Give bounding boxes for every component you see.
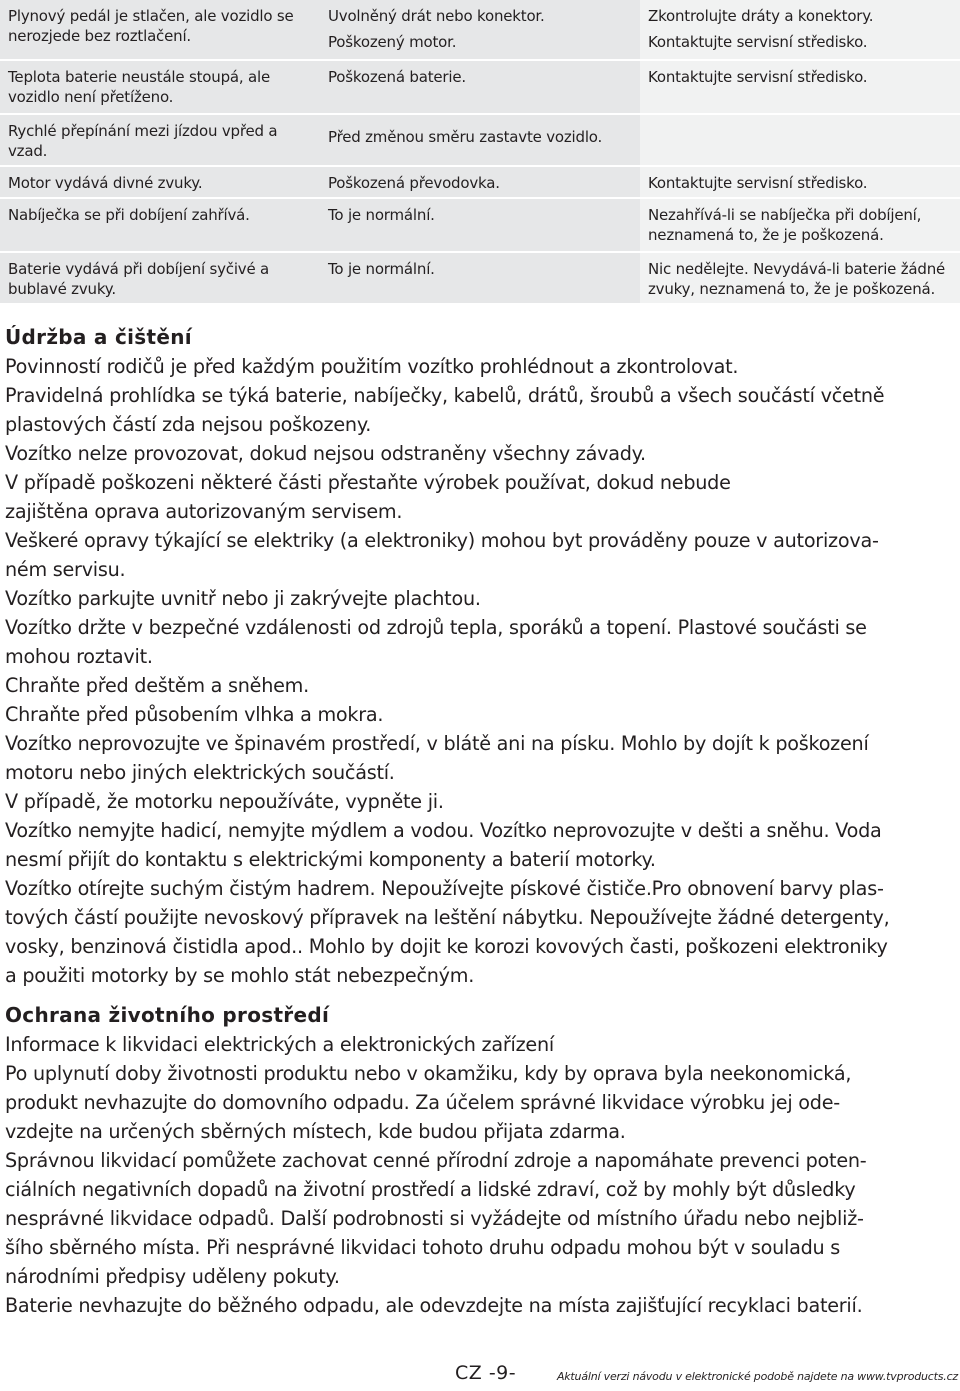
text-line: Povinností rodičů je před každým použitím vozítko prohlédnout a zkontrolovat. [5, 355, 739, 378]
text-line: Pravidelná prohlídka se týká baterie, nabíječky, kabelů, drátů, šroubů a všech součástí včetně [5, 384, 885, 407]
table-row [0, 252, 960, 304]
text-line: nesmí přijít do kontaktu s elektrickými komponenty a baterií motorky. [5, 848, 656, 871]
solution-cell [640, 166, 960, 198]
problem-cell [0, 114, 320, 166]
text-line: Informace k likvidaci elektrických a elektronických zařízení [5, 1033, 554, 1056]
solution-text: Kontaktujte servisní středisko. [648, 33, 868, 51]
text-line: ciálních negativních dopadů na životní prostředí a lidské zdraví, což by mohly být důsledky [5, 1178, 856, 1201]
troubleshooting-table [0, 0, 960, 305]
text-line: Správnou likvidací pomůžete zachovat cenné přírodní zdroje a napomáhate prevenci poten- [5, 1149, 867, 1172]
maintenance-paragraphs [5, 352, 955, 990]
problem-cell [0, 60, 320, 114]
table-row [0, 114, 960, 166]
solution-text: Kontaktujte servisní středisko. [648, 174, 868, 192]
problem-text: Rychlé přepínání mezi jízdou vpřed a [8, 122, 278, 140]
text-line: Vozítko parkujte uvnitř nebo ji zakrývejte plachtou. [5, 587, 481, 610]
text-line: tových částí použijte nevoskový přípravek na leštění nábytku. Nepoužívejte žádné detergenty, [5, 906, 890, 929]
text-line: Vozítko držte v bezpečné vzdálenosti od zdrojů tepla, sporáků a topení. Plastové součásti se [5, 616, 867, 639]
environment-heading: Ochrana životního prostředí [5, 1003, 330, 1027]
text-line: Chraňte před deštěm a sněhem. [5, 674, 309, 697]
problem-text: Baterie vydává při dobíjení syčivé a [8, 260, 270, 278]
solution-cell [640, 60, 960, 114]
cause-cell [320, 166, 640, 198]
problem-text: Teplota baterie neustále stoupá, ale [8, 68, 271, 86]
problem-text: vozidlo není přetíženo. [8, 88, 174, 106]
text-line: Veškeré opravy týkající se elektriky (a elektroniky) mohou byt prováděny pouze v autorizova- [5, 529, 879, 552]
text-line: ném servisu. [5, 558, 126, 581]
problem-cell [0, 252, 320, 304]
environment-section [5, 1000, 955, 1320]
environment-paragraphs [5, 1030, 955, 1320]
text-line: mohou roztavit. [5, 645, 153, 668]
cause-cell [320, 114, 640, 166]
problem-text: Plynový pedál je stlačen, ale vozidlo se [8, 7, 294, 25]
text-line: V případě poškozeni některé části přestaňte výrobek používat, dokud nebude [5, 471, 731, 494]
text-line: V případě, že motorku nepoužíváte, vypněte ji. [5, 790, 444, 813]
text-line: Chraňte před působením vlhka a mokra. [5, 703, 384, 726]
solution-text: Nic nedělejte. Nevydává-li baterie žádné [648, 260, 946, 278]
maintenance-section [5, 322, 955, 990]
text-line: zajištěna oprava autorizovaným servisem. [5, 500, 403, 523]
text-line: nesprávné likvidace odpadů. Další podrobnosti si vyžádejte od místního úřadu nebo nejbliž- [5, 1207, 864, 1230]
text-line: Po uplynutí doby životnosti produktu nebo v okamžiku, kdy by oprava byla neekonomická, [5, 1062, 852, 1085]
cause-text: Poškozená baterie. [328, 68, 466, 86]
text-line: Vozítko otírejte suchým čistým hadrem. Nepoužívejte pískové čističe.Pro obnovení barvy plas- [5, 877, 884, 900]
problem-text: nerozjede bez roztlačení. [8, 27, 191, 45]
cause-text: To je normální. [328, 206, 435, 224]
problem-cell [0, 0, 320, 60]
text-line: Vozítko neprovozujte ve špinavém prostředí, v blátě ani na písku. Mohlo by dojít k poškození [5, 732, 869, 755]
solution-text: neznamená to, že je poškozená. [648, 226, 884, 244]
text-line: národními předpisy uděleny pokuty. [5, 1265, 340, 1288]
text-line: motoru nebo jiných elektrických součástí. [5, 761, 395, 784]
footer-note: Aktuální verzi návodu v elektronické podobě najdete na www.tvproducts.cz [556, 1370, 958, 1383]
problem-cell [0, 166, 320, 198]
problem-text: vzad. [8, 142, 48, 160]
cause-text: Poškozená převodovka. [328, 174, 500, 192]
problem-text: bublavé zvuky. [8, 280, 116, 298]
solution-cell [640, 114, 960, 166]
solution-cell [640, 252, 960, 304]
solution-cell [640, 0, 960, 60]
table-row [0, 60, 960, 114]
text-line: plastových částí zda nejsou poškozeny. [5, 413, 372, 436]
cause-cell [320, 0, 640, 60]
text-line: Baterie nevhazujte do běžného odpadu, ale odevzdejte na místa zajišťující recyklaci baterií. [5, 1294, 863, 1317]
page-footer [0, 1362, 960, 1390]
solution-text: Nezahřívá-li se nabíječka při dobíjení, [648, 206, 922, 224]
text-line: vosky, benzinová čistidla apod.. Mohlo by dojit ke korozi kovových časti, poškozeni elektroniky [5, 935, 888, 958]
text-line: vzdejte na určených sběrných místech, kde budou přijata zdarma. [5, 1120, 626, 1143]
problem-cell [0, 198, 320, 252]
cause-cell [320, 198, 640, 252]
solution-text: Zkontrolujte dráty a konektory. [648, 7, 874, 25]
maintenance-heading: Údržba a čištění [5, 325, 192, 349]
table-row [0, 198, 960, 252]
cause-cell [320, 252, 640, 304]
cause-text: To je normální. [328, 260, 435, 278]
table-row [0, 0, 960, 60]
text-line: šího sběrného místa. Při nesprávné likvidaci tohoto druhu odpadu mohou být v souladu s [5, 1236, 841, 1259]
solution-text: zvuky, neznamená to, že je poškozená. [648, 280, 936, 298]
cause-text: Uvolněný drát nebo konektor. [328, 7, 545, 25]
body-text [5, 322, 955, 1320]
problem-text: Nabíječka se při dobíjení zahřívá. [8, 206, 250, 224]
text-line: a použiti motorky by se mohlo stát nebezpečným. [5, 964, 475, 987]
cause-text: Před změnou směru zastavte vozidlo. [328, 128, 603, 146]
text-line: Vozítko nelze provozovat, dokud nejsou odstraněny všechny závady. [5, 442, 646, 465]
solution-cell [640, 198, 960, 252]
text-line: Vozítko nemyjte hadicí, nemyjte mýdlem a vodou. Vozítko neprovozujte v dešti a sněhu. Voda [5, 819, 882, 842]
page-number: CZ -9- [455, 1362, 517, 1384]
cause-text: Poškozený motor. [328, 33, 457, 51]
cause-cell [320, 60, 640, 114]
table-row [0, 166, 960, 198]
text-line: produkt nevhazujte do domovního odpadu. Za účelem správné likvidace výrobku jej ode- [5, 1091, 840, 1114]
solution-text: Kontaktujte servisní středisko. [648, 68, 868, 86]
problem-text: Motor vydává divné zvuky. [8, 174, 203, 192]
